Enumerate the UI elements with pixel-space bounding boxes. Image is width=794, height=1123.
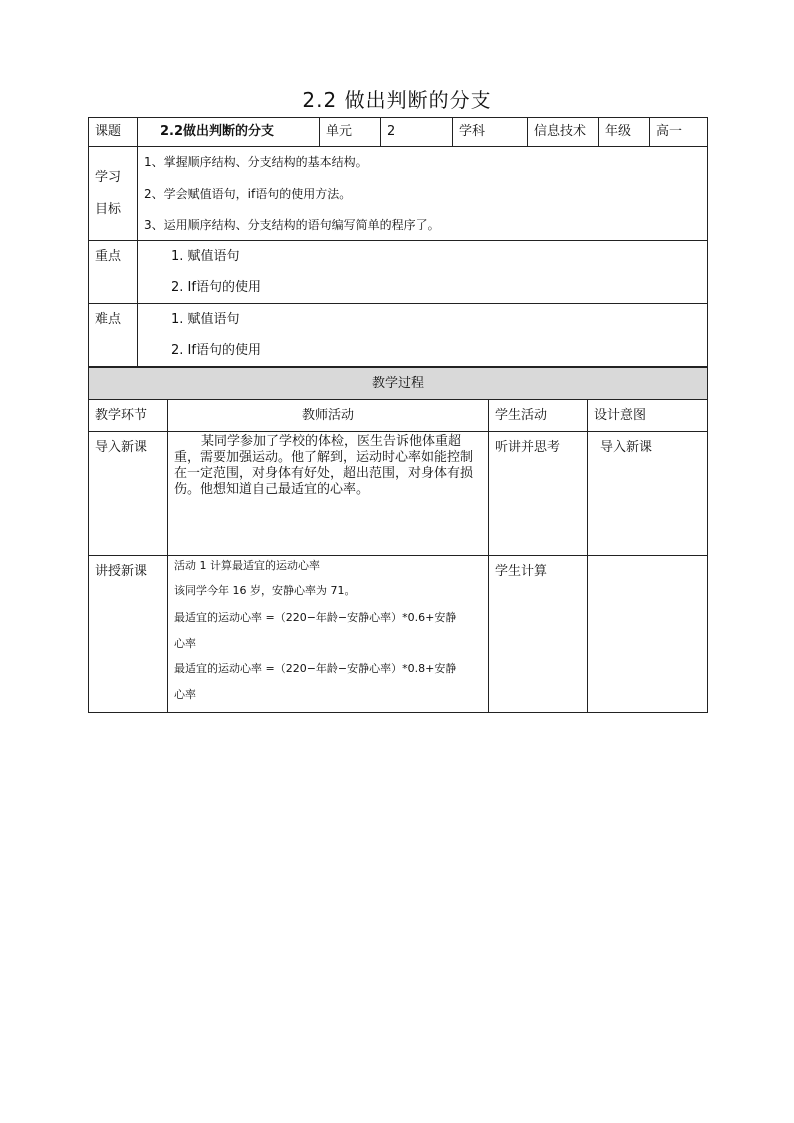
unit-label: 单元	[320, 118, 381, 147]
process-band-row	[89, 368, 708, 400]
goals-label-line2: 目标	[95, 201, 122, 217]
difficulties-label: 难点	[89, 304, 138, 367]
difficulty-item: 1. 赋值语句	[171, 312, 240, 327]
unit-value: 2	[381, 118, 453, 147]
difficulty-item: 2. If语句的使用	[171, 343, 261, 358]
grade-label: 年级	[599, 118, 650, 147]
info-row	[89, 118, 708, 147]
subject-label: 学科	[453, 118, 528, 147]
header-student: 学生活动	[489, 400, 588, 432]
activity-line: 活动 1 计算最适宜的运动心率	[174, 559, 320, 572]
design-intent-cell: 导入新课	[588, 432, 708, 556]
goal-item: 3、运用顺序结构、分支结构的语句编写简单的程序了。	[144, 218, 440, 232]
header-teacher: 教师活动	[168, 400, 489, 432]
process-band-title: 教学过程	[89, 368, 708, 400]
activity-line: 最适宜的运动心率 =（220−年龄−安静心率）*0.8+安静	[174, 662, 457, 675]
student-activity-cell: 学生计算	[489, 556, 588, 713]
activity-line: 心率	[174, 688, 196, 701]
process-header-row	[89, 400, 708, 432]
goal-item: 1、掌握顺序结构、分支结构的基本结构。	[144, 155, 368, 169]
grade-value: 高一	[650, 118, 708, 147]
header-intent: 设计意图	[588, 400, 708, 432]
topic-label: 课题	[89, 118, 138, 147]
stage-cell: 导入新课	[89, 432, 168, 556]
header-stage: 教学环节	[89, 400, 168, 432]
teacher-activity-cell	[168, 556, 489, 713]
goals-label-line1: 学习	[95, 169, 122, 185]
document-title: 2.2 做出判断的分支	[302, 88, 492, 112]
teacher-activity-cell: 某同学参加了学校的体检，医生告诉他体重超重，需要加强运动。他了解到，运动时心率如能控制在一定范围，对身体有好处，超出范围，对身体有损伤。他想知道自己最适宜的心率。	[168, 432, 489, 556]
student-activity-cell: 听讲并思考	[489, 432, 588, 556]
keypoint-item: 2. If语句的使用	[171, 280, 261, 295]
keypoint-item: 1. 赋值语句	[171, 249, 240, 264]
activity-line: 该同学今年 16 岁，安静心率为 71。	[174, 584, 356, 597]
activity-line: 心率	[174, 637, 196, 650]
goal-item: 2、学会赋值语句，if语句的使用方法。	[144, 187, 352, 201]
topic-value: 2.2做出判断的分支	[138, 118, 320, 147]
activity-line: 最适宜的运动心率 =（220−年龄−安静心率）*0.6+安静	[174, 611, 457, 624]
design-intent-cell	[588, 556, 708, 713]
goals-label	[89, 147, 138, 241]
process-row-intro	[89, 432, 708, 556]
stage-cell: 讲授新课	[89, 556, 168, 713]
subject-value: 信息技术	[528, 118, 599, 147]
keypoints-label: 重点	[89, 241, 138, 304]
